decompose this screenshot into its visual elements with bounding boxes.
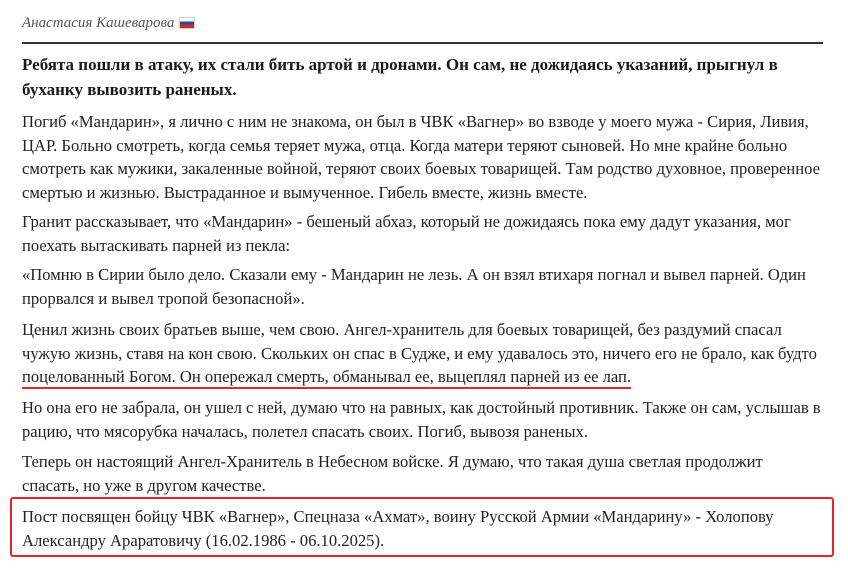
paragraph-6: Теперь он настоящий Ангел-Хранитель в Небесном войске. Я думаю, что такая душа светлая продолжит спасать, но уже в другом качестве.: [22, 452, 763, 495]
paragraph-1: Погиб «Мандарин», я лично с ним не знакома, он был в ЧВК «Вагнер» во взводе у моего мужа - Сирия, Ливия, ЦАР. Больно смотреть, когда семья теряет мужа, отца. Когда матери теряют сыновей. Но мне крайне больно смотреть как мужики, закаленные войной, теряют своих боевых товарищей. Там родство духовное, проверенное смертью и жизнью. Выстраданное и вымученное. Гибель вместе, жизнь вместе.: [22, 112, 821, 202]
author-name[interactable]: Анастасия Кашеварова: [22, 14, 175, 31]
paragraph-2: Гранит рассказывает, что «Мандарин» - бешеный абхаз, который не дожидаясь пока ему дадут указания, мог поехать вытаскивать парней из пекла:: [22, 212, 791, 255]
underlined-quote: поцелованный Богом. Он опережал смерть, обманывал ее, выцеплял парней из ее лап.: [22, 367, 631, 389]
russia-flag-icon: [179, 17, 195, 29]
paragraph-3: «Помню в Сирии было дело. Сказали ему - Мандарин не лезь. А он взял втихаря погнал и вывел парней. Один прорвался и вывел тропой безопасной».: [22, 265, 806, 308]
paragraph-4: [22, 318, 822, 389]
dedication-paragraph: Пост посвящен бойцу ЧВК «Вагнер», Спецназа «Ахмат», воину Русской Армии «Мандарину» - Холопову Александру Араратовичу (16.02.1986 - 06.10.2025).: [22, 507, 774, 550]
divider: [22, 42, 823, 44]
paragraph-4-text: Ценил жизнь своих братьев выше, чем свою. Ангел-хранитель для боевых товарищей, без раздумий спасал чужую жизнь, ставя на кон свою. Скольких он спас в Судже, и ему удавалось это, ничего его не брало, как будто: [22, 320, 817, 363]
lead-paragraph: Ребята пошли в атаку, их стали бить артой и дронами. Он сам, не дожидаясь указаний, прыгнул в буханку вывозить раненых.: [22, 55, 778, 99]
author-row: [22, 12, 195, 34]
paragraph-5: Но она его не забрала, он ушел с ней, думаю что на равных, как достойный противник. Также он сам, услышав в рацию, что мясорубка началась, полетел спасать своих. Погиб, вывозя раненых.: [22, 398, 821, 441]
dedication-highlight-frame: [10, 497, 834, 557]
